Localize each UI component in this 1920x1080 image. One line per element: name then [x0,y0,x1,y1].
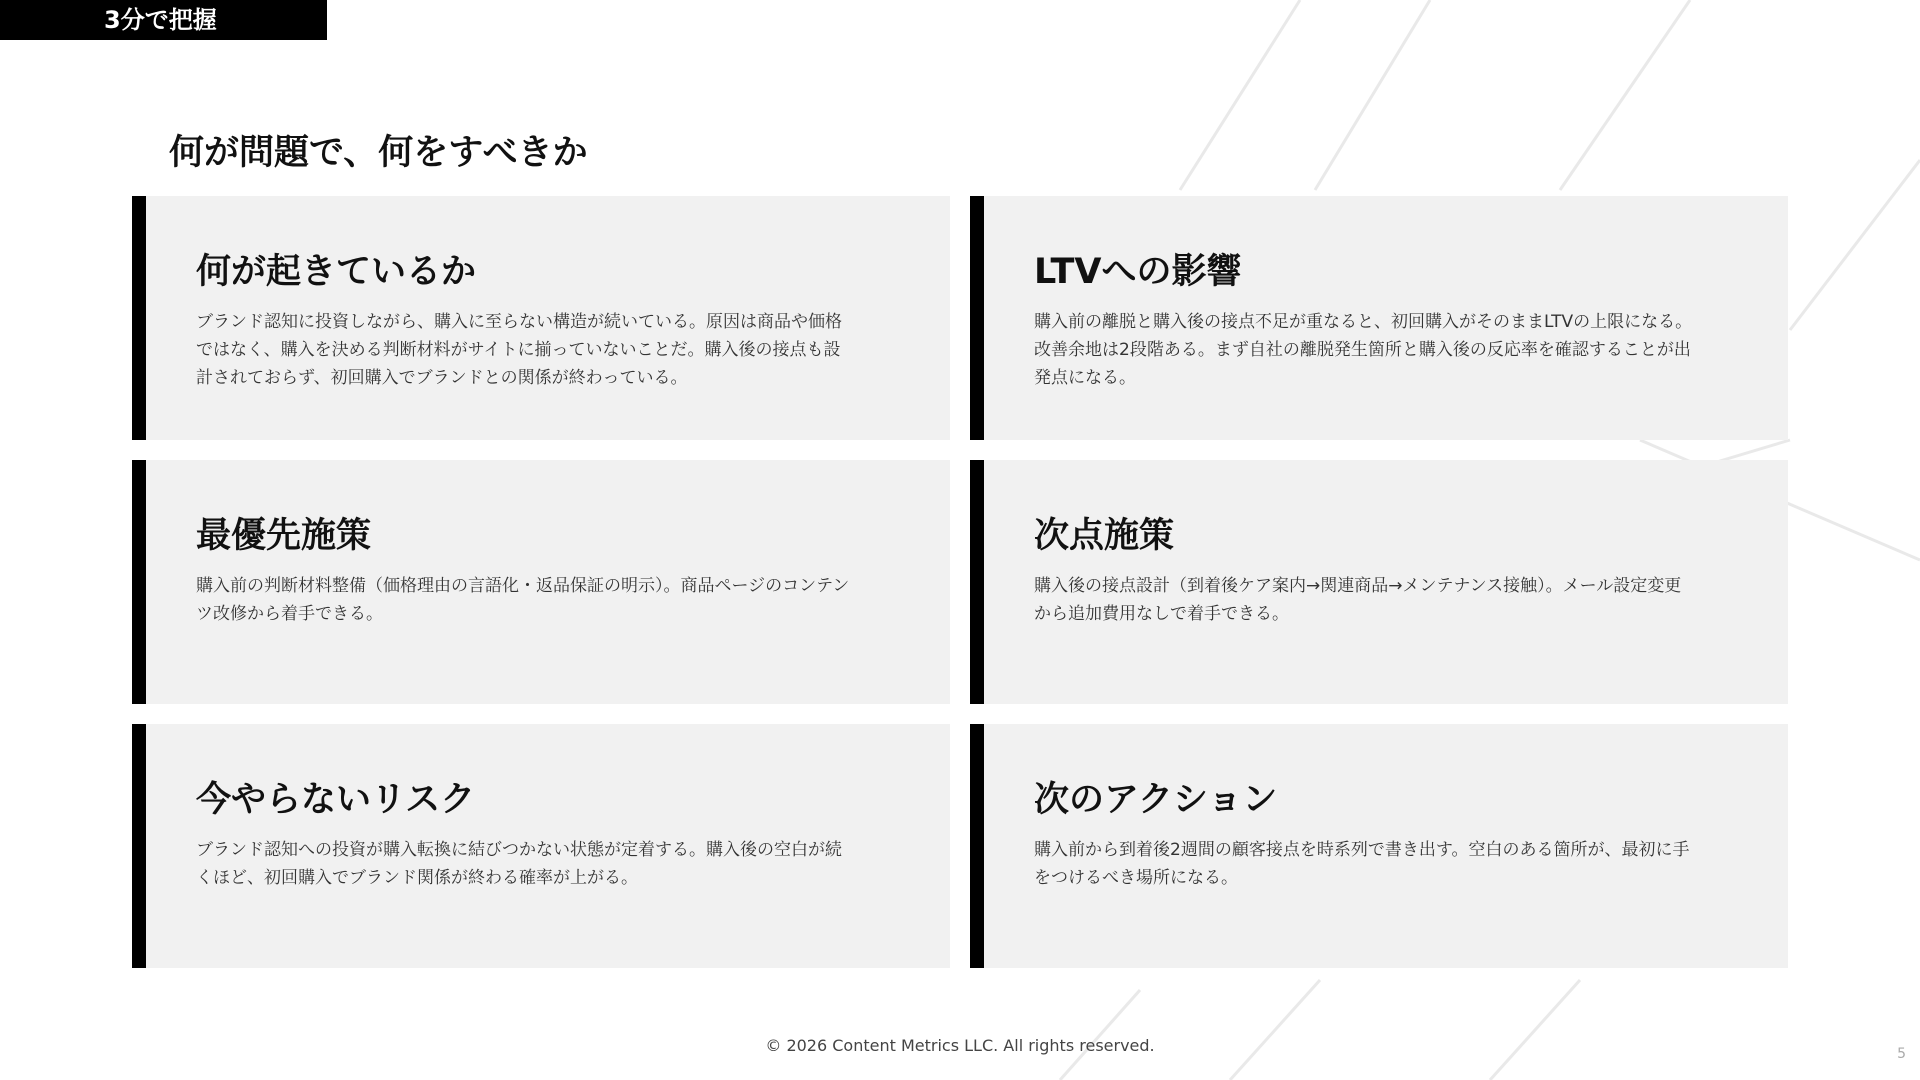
card-heading: 最優先施策 [196,516,372,556]
card-next-action [970,724,1788,968]
page-title: 何が問題で、何をすべきか [169,133,588,173]
card-top-priority [132,460,950,704]
footer-copyright: © 2026 Content Metrics LLC. All rights reserved. [765,1036,1155,1055]
card-body: 購入前の判断材料整備（価格理由の言語化・返品保証の明示）。商品ページのコンテンツ改修から着手できる。 [196,576,850,624]
card-heading: 次点施策 [1034,516,1175,556]
card-grid [132,196,1788,968]
card-heading: 次のアクション [1034,780,1278,820]
card-body: ブランド認知に投資しながら、購入に至らない構造が続いている。原因は商品や価格ではなく、購入を決める判断材料がサイトに揃っていないことだ。購入後の接点も設計されておらず、初回購入でブランドとの関係が終わっている。 [196,312,842,388]
card-body: 購入前から到着後2週間の顧客接点を時系列で書き出す。空白のある箇所が、最初に手をつけるべき場所になる。 [1034,840,1690,888]
card-body: ブランド認知への投資が購入転換に結びつかない状態が定着する。購入後の空白が続くほど、初回購入でブランド関係が終わる確率が上がる。 [196,840,842,888]
card-what-is-happening [132,196,950,440]
card-body: 購入後の接点設計（到着後ケア案内→関連商品→メンテナンス接触）。メール設定変更から追加費用なしで着手できる。 [1034,576,1682,624]
page-number: 5 [1897,1046,1906,1062]
card-body: 購入前の離脱と購入後の接点不足が重なると、初回購入がそのままLTVの上限になる。改善余地は2段階ある。まず自社の離脱発生箇所と購入後の反応率を確認することが出発点になる。 [1034,312,1693,388]
card-heading: 今やらないリスク [196,780,476,820]
card-ltv-impact [970,196,1788,440]
card-risk-of-inaction [132,724,950,968]
card-heading: LTVへの影響 [1034,252,1242,292]
section-tag: 3分で把握 [0,0,327,40]
card-heading: 何が起きているか [196,252,477,292]
card-second-priority [970,460,1788,704]
